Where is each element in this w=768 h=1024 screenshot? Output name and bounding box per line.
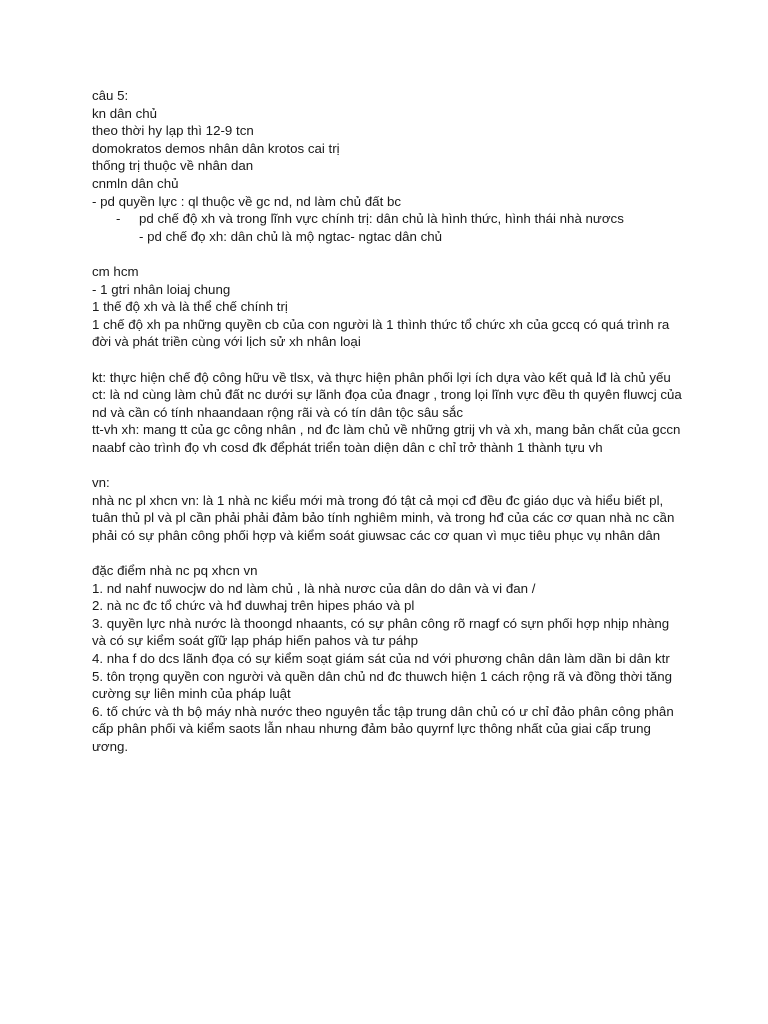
text-line: cm hcm (92, 263, 139, 279)
text-line: đặc điểm nhà nc pq xhcn vn (92, 563, 258, 579)
text-line: tt-vh xh: mang tt của gc công nhân , nd đc làm chủ về những gtrij vh và xh, mang bản chất của gccn naabf cào trình đọ vh cosd đk đểphát triển toàn diện dân c chỉ trở thành 1 thành tựu vh (92, 422, 681, 455)
text-line: 1 chế độ xh pa những quyền cb của con người là 1 thình thức tổ chức xh của gccq có quá trình ra đời và phát triền cùng với lịch sử xh nhân loại (92, 316, 670, 350)
list-item: 5. tôn trọng quyền con người và quền dân chủ nd đc thuwch hiện 1 cách rộng rã và đồng thời tăng cường sự liên minh của pháp luật (92, 668, 673, 702)
text-line: theo thời hy lạp thì 12-9 tcn (92, 123, 254, 139)
list-item: 6. tố chức và th bộ máy nhà nước theo nguyên tắc tập trung dân chủ có ư chỉ đảo phân công phân cấp phân phối và kiểm saots lẫn nhau nhưng đảm bảo quyrnf lực thông nhất của giai cấp trung ương. (92, 703, 674, 754)
heading-question-5: câu 5: (92, 88, 129, 103)
bullet-item (92, 210, 682, 228)
text-line: vn: (92, 475, 110, 491)
document-page (92, 87, 682, 756)
text-line: - 1 gtri nhân loiaj chung (92, 281, 231, 297)
text-line: - pd quyền lực : ql thuộc về gc nd, nd làm chủ đất bc (92, 193, 401, 209)
list-item: 2. nà nc đc tổ chức và hđ duwhaj trên hipes pháo và pl (92, 598, 415, 614)
spacer (92, 351, 682, 369)
list-item: 3. quyền lực nhà nước là thoongd nhaants, có sự phân công rõ rnagf có sựn phối hợp nhịp nhàng và có sự kiểm soát gĩữ lạp pháp hiến pahos và tư páhp (92, 615, 670, 649)
text-line: domokratos demos nhân dân krotos cai trị (92, 140, 340, 156)
section-vietnam-rule-of-law-state (92, 474, 682, 544)
spacer (92, 544, 682, 562)
list-item: 1. nd nahf nuwocjw do nd làm chủ , là nhà nươc của dân do dân và vi đan / (92, 580, 536, 596)
text-line: thống trị thuộc về nhân dan (92, 158, 254, 174)
text-line: cnmln dân chủ (92, 175, 179, 191)
section-ho-chi-minh-thought (92, 263, 682, 351)
bullet-text: pd chế độ xh và trong lĩnh vực chính trị: dân chủ là hình thức, hình thái nhà nươcs (139, 211, 624, 227)
text-line: 1 thế độ xh và là thể chế chính trị (92, 299, 288, 315)
spacer (92, 456, 682, 474)
text-line: kt: thực hiện chế độ công hữu về tlsx, và thực hiện phân phối lợi ích dựa vào kết quả lđ là chủ yếu (92, 369, 671, 385)
bullet-dash: - (116, 211, 121, 227)
text-line: nhà nc pl xhcn vn: là 1 nhà nc kiểu mới mà trong đó tật cả mọi cđ đều đc giáo dục và hiểu biết pl, tuân thủ pl và pl cần phải phải đảm bảo tính nghiêm minh, và trong hđ của các cơ quan nhà nc cần phải có sự phân công phối hợp và kiểm soát giuwsac các cơ quan vì mục tiêu phục vụ nhân dân (92, 492, 675, 543)
section-fields (92, 369, 682, 457)
section-democracy-concept (92, 87, 682, 245)
spacer (92, 245, 682, 263)
text-line: ct: là nd cùng làm chủ đất nc dưới sự lãnh đọa của đnagr , trong lọi lĩnh vực đều th quyên fluwcj của nd và cần có tính nhaandaan rộng rãi và có tín dân tộc sâu sắc (92, 387, 682, 420)
section-state-characteristics (92, 562, 682, 756)
indented-line: - pd chế đọ xh: dân chủ là mộ ngtac- ngtac dân chủ (139, 228, 443, 244)
text-line: kn dân chủ (92, 105, 158, 121)
list-item: 4. nha f do dcs lãnh đọa có sự kiểm soạt giám sát của nd với phương chân dân làm dần bi dân ktr (92, 651, 670, 666)
